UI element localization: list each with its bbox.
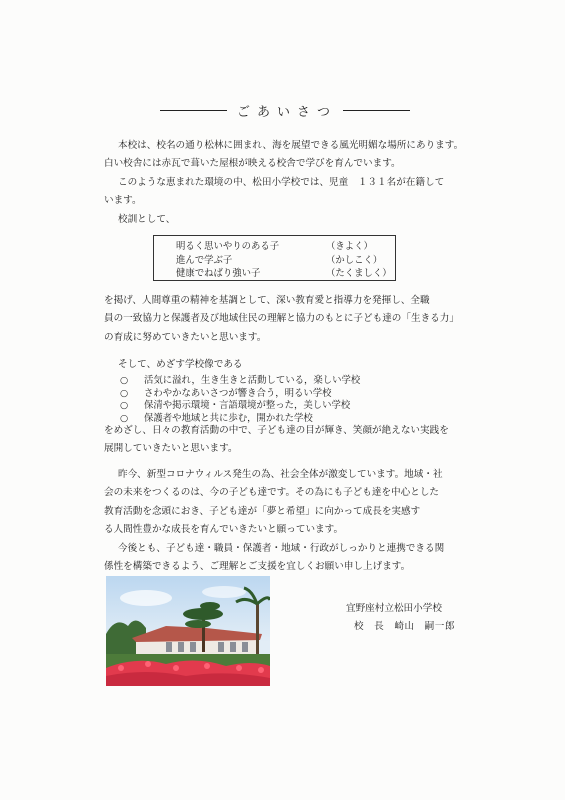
motto-reading: （きよく） bbox=[326, 241, 373, 252]
goal-text: 保護者や地域と共に歩む，開かれた学校 bbox=[144, 412, 313, 424]
circle-bullet-icon: ○ bbox=[120, 387, 129, 399]
motto-item bbox=[176, 254, 395, 268]
title-rule-right bbox=[343, 110, 410, 111]
principal-name: 校 長 崎山 嗣一郎 bbox=[354, 621, 455, 632]
motto-reading: （たくましく） bbox=[326, 268, 392, 280]
goal-text: 活気に溢れ，生き生きと活動している，楽しい学校 bbox=[144, 375, 361, 386]
motto-text: 健康でねばり強い子 bbox=[176, 268, 261, 280]
intro-paragraph bbox=[104, 137, 476, 229]
text-line: をめざし、日々の教育活動の中で、子ども達の目が輝き、笑顔が絶えない実践を bbox=[104, 425, 449, 436]
page-title: ごあいさつ bbox=[237, 104, 338, 120]
philosophy-paragraph bbox=[104, 292, 476, 347]
goal-text: さわやかなあいさつが響き合う，明るい学校 bbox=[144, 387, 332, 399]
school-photo bbox=[106, 576, 270, 686]
goal-text: 保清や掲示環境・言語環境が整った，美しい学校 bbox=[144, 400, 351, 412]
text-line: の育成に努めていきたいと思います。 bbox=[104, 331, 267, 343]
text-line: 教育活動を念頭におき、子ども達が「夢と希望」に向かって成長を実感す bbox=[104, 505, 421, 517]
text-line: このような恵まれた環境の中、松田小学校では、児童 １３１名が在籍して bbox=[118, 176, 445, 188]
text-line: 白い校舎には赤瓦で葺いた屋根が映える校舎で学びを育んでいます。 bbox=[104, 158, 401, 170]
title-rule-left bbox=[160, 110, 227, 111]
motto-text: 進んで学ぶ子 bbox=[176, 254, 233, 266]
circle-bullet-icon: ○ bbox=[120, 400, 129, 412]
text-line: 本校は、校名の通り松林に囲まれ、海を展望できる風光明媚な場所にあります。 bbox=[118, 140, 464, 151]
text-line: る人間性豊かな成長を育んでいきたいと願っています。 bbox=[104, 524, 344, 536]
school-motto-box bbox=[153, 235, 396, 281]
motto-item bbox=[176, 240, 395, 254]
signature-block bbox=[346, 600, 455, 636]
text-line: 校訓として、 bbox=[118, 213, 176, 225]
text-line: を掲げ、人間尊重の精神を基調として、深い教育愛と指導力を発揮し、全職 bbox=[104, 295, 430, 306]
text-line: 昨今、新型コロナウィルス発生の為、社会全体が激変しています。地域・社 bbox=[118, 469, 443, 480]
list-item bbox=[120, 375, 360, 388]
text-line: そして、めざす学校像である bbox=[118, 359, 243, 370]
school-goals-list bbox=[120, 375, 360, 425]
text-line: 今後とも、子ども達・職員・保護者・地域・行政がしっかりと連携できる関 bbox=[118, 542, 445, 554]
goals-after-paragraph bbox=[104, 422, 476, 459]
text-line: 係性を構築できるよう、ご理解とご支援を宜しくお願い申し上げます。 bbox=[104, 561, 411, 573]
closing-paragraph bbox=[104, 466, 476, 576]
title-block bbox=[160, 100, 410, 120]
list-item bbox=[120, 388, 360, 401]
school-building-image bbox=[106, 576, 270, 686]
text-line: 会の未来をつくるのは、今の子ども達です。その為にも子ども達を中心とした bbox=[104, 487, 440, 499]
list-item bbox=[120, 400, 360, 413]
school-name: 宜野座村立松田小学校 bbox=[346, 603, 442, 614]
text-line: 員の一致協力と保護者及び地域住民の理解と協力のもとに子ども達の「生きる力」 bbox=[104, 313, 459, 325]
text-line: 展開していきたいと思います。 bbox=[104, 443, 238, 455]
circle-bullet-icon: ○ bbox=[120, 412, 129, 424]
text-line: います。 bbox=[104, 195, 142, 207]
motto-reading: （かしこく） bbox=[326, 254, 383, 266]
goals-intro bbox=[104, 356, 476, 374]
motto-text: 明るく思いやりのある子 bbox=[176, 241, 280, 252]
circle-bullet-icon: ○ bbox=[120, 375, 129, 386]
motto-item bbox=[176, 267, 395, 281]
